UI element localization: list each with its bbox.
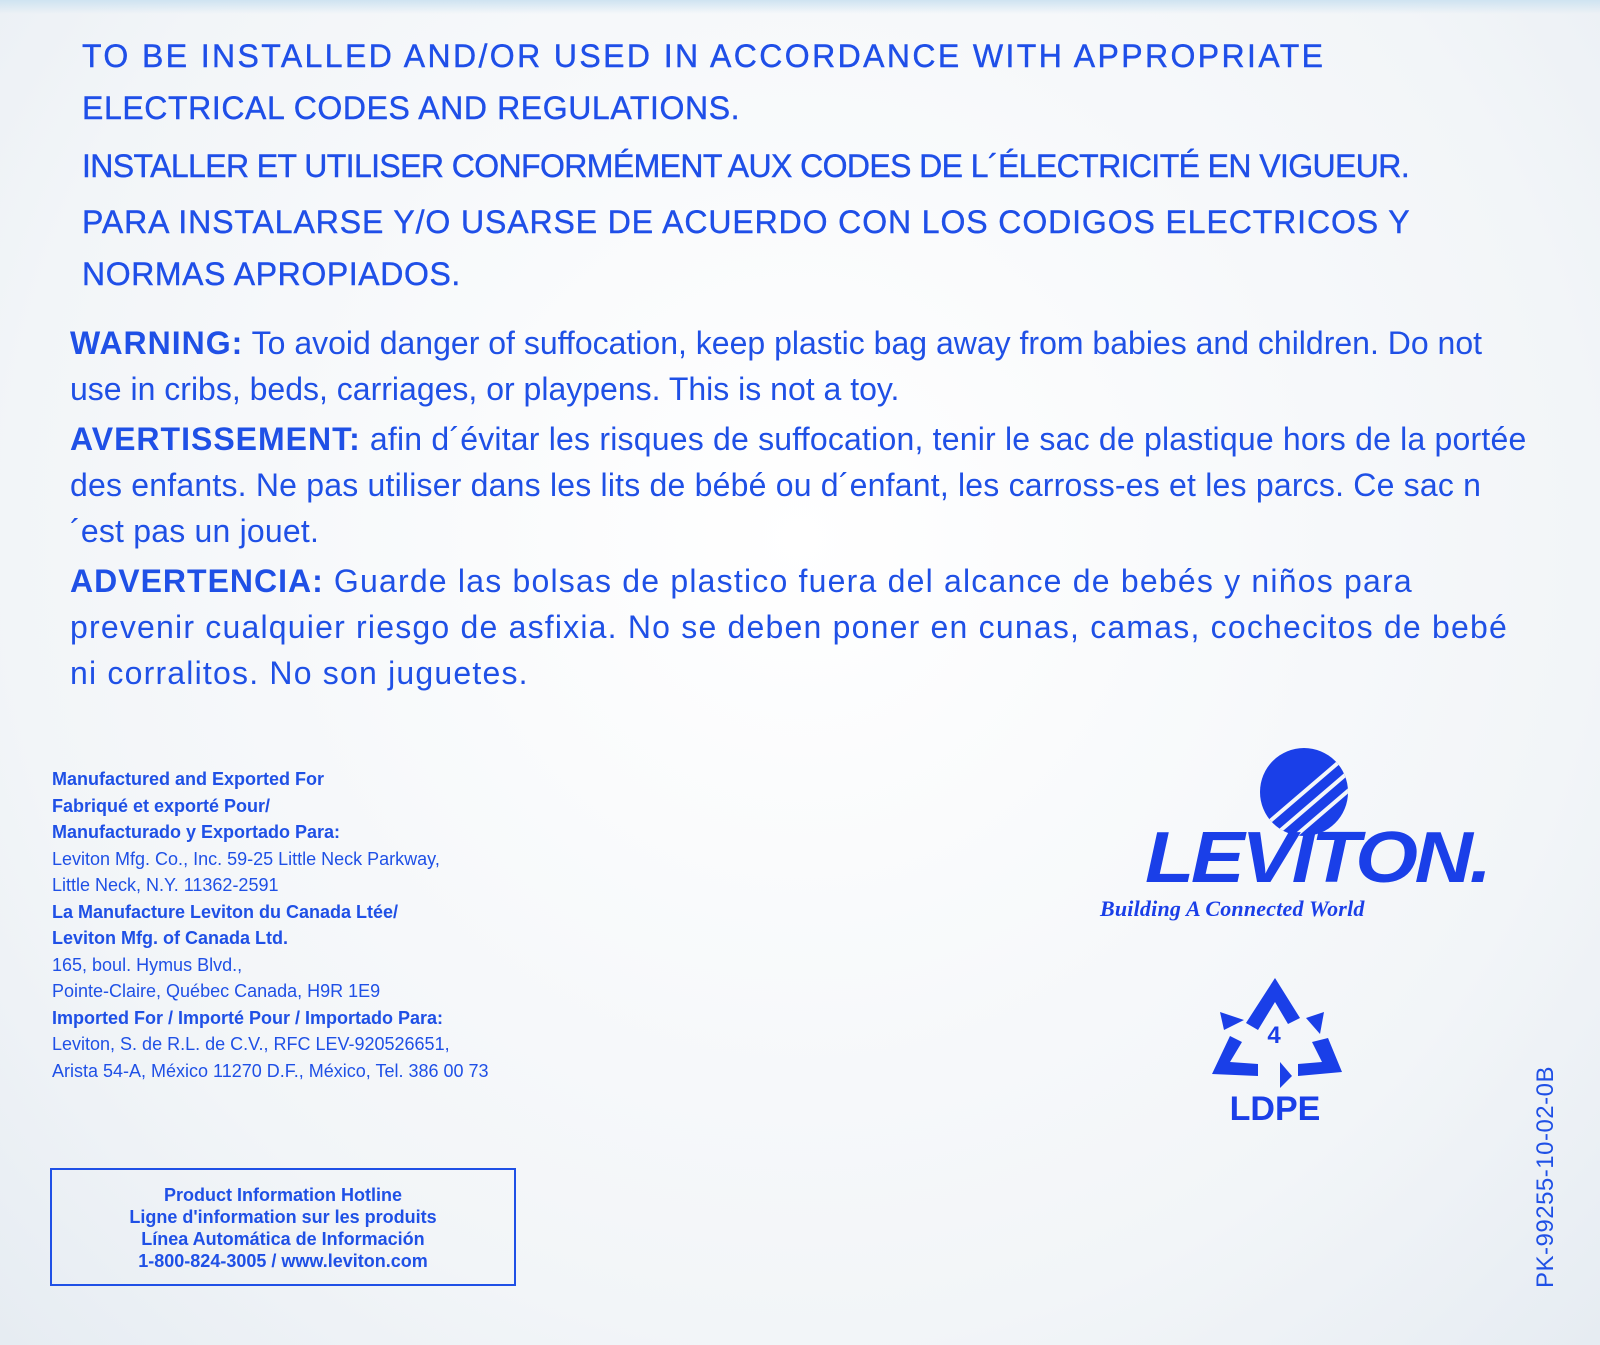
logo-wordmark: LEVITON. (1145, 818, 1489, 898)
recycling-symbol (1200, 972, 1350, 1132)
us-address-line1: Leviton Mfg. Co., Inc. 59-25 Little Neck Parkway, (52, 848, 440, 869)
part-number: PK-99255-10-02-0B (1532, 1066, 1559, 1288)
codes-french: INSTALLER ET UTILISER CONFORMÉMENT AUX CODES DE L´ÉLECTRICITÉ EN VIGUEUR. (82, 148, 1410, 184)
canada-address-line2: Pointe-Claire, Québec Canada, H9R 1E9 (52, 981, 381, 1001)
warning-english-body: To avoid danger of suffocation, keep plastic bag away from babies and children. Do not use in cribs, beds, carriages, or playpens. This is not a toy. (70, 325, 1483, 407)
codes-spanish-line2: NORMAS APROPIADOS. (82, 256, 461, 292)
leviton-logo (1098, 748, 1488, 928)
codes-spanish-line1: PARA INSTALARSE Y/O USARSE DE ACUERDO CON LOS CODIGOS ELECTRICOS Y (82, 204, 1411, 240)
resin-type: LDPE (1229, 1090, 1321, 1128)
suffocation-warnings (70, 320, 1530, 700)
warning-french-lead: AVERTISSEMENT: (70, 421, 361, 457)
hotline-phone-url: 1-800-824-3005 / www.leviton.com (138, 1251, 428, 1271)
warning-english (70, 320, 1530, 412)
warning-spanish-body: Guarde las bolsas de plastico fuera del alcance de bebés y niños para prevenir cualquier riesgo de asfixia. No se deben poner en cunas, camas, cochecitos de bebé ni corralitos. No son juguetes. (70, 563, 1508, 691)
warning-english-lead: WARNING: (70, 325, 244, 361)
mexico-address-line2: Arista 54-A, México 11270 D.F., México, Tel. 386 00 73 (52, 1060, 489, 1081)
codes-english-line2: ELECTRICAL CODES AND REGULATIONS. (82, 90, 741, 126)
codes-english-line1: TO BE INSTALLED AND/OR USED IN ACCORDANCE WITH APPROPRIATE (82, 38, 1326, 74)
product-hotline-box (50, 1168, 516, 1286)
warning-french-body: afin d´évitar les risques de suffocation, tenir le sac de plastique hors de la portée des enfants. Ne pas utiliser dans les lits de bébé ou d´enfant, les carross-es et les parcs. Ce sac n´est pas un jouet. (70, 421, 1527, 549)
warning-french (70, 416, 1530, 554)
hotline-line2: Ligne d'information sur les produits (129, 1207, 437, 1227)
resin-code-number: 4 (1267, 1022, 1281, 1049)
mfr-heading-es: Manufacturado y Exportado Para: (52, 822, 341, 842)
mexico-address-line1: Leviton, S. de R.L. de C.V., RFC LEV-920526651, (52, 1034, 450, 1054)
logo-tagline: Building A Connected World (1100, 896, 1365, 921)
warning-spanish (70, 558, 1530, 696)
canada-name-line1: La Manufacture Leviton du Canada Ltée/ (52, 901, 399, 922)
mfr-heading-en: Manufactured and Exported For (52, 769, 325, 789)
manufacturer-info (52, 766, 672, 1084)
mfr-heading-fr: Fabriqué et exporté Pour/ (52, 795, 271, 816)
canada-name-line2: Leviton Mfg. of Canada Ltd. (52, 928, 288, 948)
bag-edge (0, 0, 1600, 14)
hotline-line1: Product Information Hotline (164, 1185, 402, 1205)
us-address-line2: Little Neck, N.Y. 11362-2591 (52, 875, 279, 895)
canada-address-line1: 165, boul. Hymus Blvd., (52, 954, 243, 975)
hotline-line3: Línea Automática de Información (141, 1229, 425, 1249)
import-heading: Imported For / Importé Pour / Importado Para: (52, 1007, 444, 1028)
warning-spanish-lead: ADVERTENCIA: (70, 563, 324, 599)
installation-codes (82, 30, 1522, 300)
